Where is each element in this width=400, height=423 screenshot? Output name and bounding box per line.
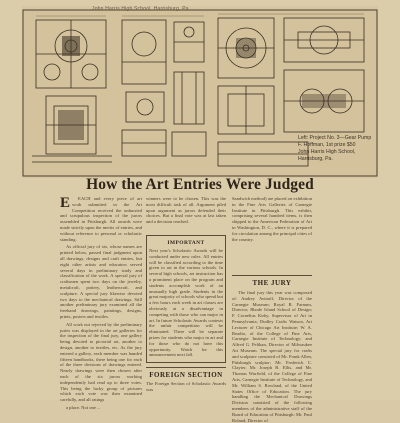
- drop-cap: E: [60, 195, 71, 211]
- jury-heading: THE JURY: [252, 279, 292, 287]
- caption-line: F. Hoffman, 1st prize $50: [298, 142, 356, 148]
- article-paragraph: As official jury of six, whose names are printed below, passed final judgment upon all drawings, designs and craft entries, but eight other artists and educators served several days in preliminary study and classification of the work. A special jury of craftsmen spent two days on the jewelry, metalcraft, pottery, leathercraft, and sculpture. A special jury likewise devoted two days to the mechanical drawings. Still another preliminary jury examined all the freehand drawings, paintings, designs, prints, posters and textiles.: [60, 244, 142, 319]
- important-heading: IMPORTANT: [167, 240, 205, 246]
- article-paragraph: All work not rejected by the preliminary juries was displayed in the art galleries for the inspection of the final jury, one gallery being devoted to pictorial art, another to design, another to textiles, etc. As the jury entered a gallery, each member was handed fifteen handbooks, there being one for each of the three divisions of drawings entered. Nearly drawings were then chosen after each of the six jurors working independently had read up to three votes. This being the lucky group of pictures which each vote was then examined carefully, and all ratings: [60, 321, 142, 403]
- section-divider: [232, 275, 312, 276]
- drawing-header-caption: John Harris High School, Harrisburg, Pa.: [92, 6, 191, 12]
- article-paragraph: winners were to be chosen. This was the most difficult task of all. Argument piled upon argument as jurors defended their choices. But a final vote was at last taken and a decision reached.: [146, 196, 226, 225]
- section-divider: [146, 367, 226, 368]
- foreign-section-heading: FOREIGN SECTION: [149, 371, 223, 379]
- article-column-2: [146, 196, 226, 234]
- article-column-1: [60, 195, 142, 410]
- jury-text-column: [232, 290, 312, 423]
- article-paragraph: [60, 196, 142, 242]
- article-paragraph: Sandwich method) are placed on exhibition in the Fine Arts Galleries of Carnegie Institute in Pittsburgh. This exhibit, comprising several hundred items, is then shipped to the American Federation of Art in Washington, D. C., where it is prepared for circulation among the principal cities of the country.: [232, 196, 312, 242]
- important-text: Next year's Scholastic Awards will be conducted under new rules. All entries will be classified according to the time given to art in the various schools. In several high schools, art instruction has a prominent place on the program and students accomplish work of an unusually high grade. Students in the great majority of schools who spend but a few hours each week in art classes are obviously at a disadvantage in competing with those who can major in art. In future Scholastic Awards contests the unfair competition will be eliminated. There will be separate prizes for students who major in art and for those who do not have this opportunity. Watch for this announcement next fall.: [149, 248, 223, 358]
- foreign-section-text: The Foreign Section of Scholastic Awards was: [146, 381, 226, 392]
- article-column-3: [232, 196, 312, 246]
- caption-line: John Harris High School,: [298, 149, 356, 155]
- drawing-caption: [298, 135, 378, 163]
- paragraph-text: EACH and every piece of art work submitted in the Art Competition received the unhurried and scrupulous inspection of the jurors assembled in Pittsburgh. All awards were made strictly upon the merits of entries, and without reference to personal or scholastic standing.: [60, 196, 142, 242]
- jury-paragraph: The final jury this year was composed of: Andrey Avinoff, Director of the Carnegie Museum; Royal B. Farnum, Director, Rhode Island School of Design; F. Cornelius Kirby, Supervisor of Art in Pennsylvania; Dudley Crafts Watson, Art Lecturer of Chicago Art Institute; W. A. Readio, of the College of Fine Arts, Carnegie Institute of Technology; and Alfred G. Pelikan, Director of Milwaukee Art Museum. The special jury for crafts and sculpture consisted of Mr. Frank Allen, Pittsburgh sculptor; Mr. Frederick C. Clayter, Mr. Joseph B. Ellis, and Mr. Thomas Wurfield, of the College of Fine Arts, Carnegie Institute of Technology, and Mr. William S. Rowland, of the United States Office of Education. The jury handling the Mechanical Drawings Division consisted of the following members of the administrative staff of the Board of Education of Pittsburgh: Mr. Paul Roland, Director of: [232, 290, 312, 423]
- article-title: How the Art Entries Were Judged: [86, 176, 314, 193]
- important-notice-box: [146, 235, 226, 363]
- caption-line: Left: Project No. 3—Gear Pump: [298, 135, 372, 141]
- caption-line: Harrisburg, Pa.: [298, 156, 333, 162]
- article-paragraph: a place. Not one ...: [66, 404, 101, 410]
